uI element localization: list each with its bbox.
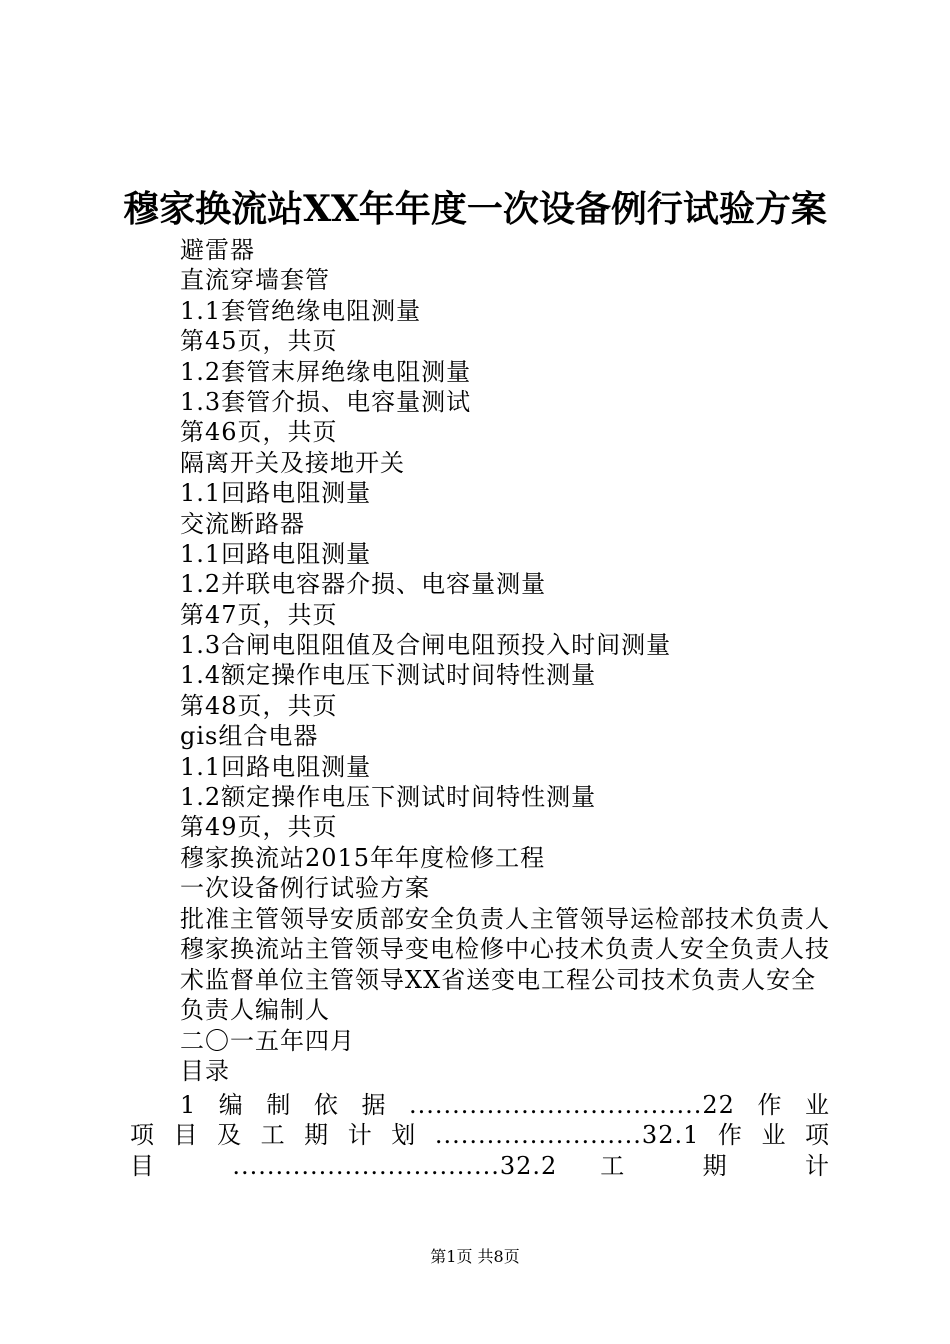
text-line: 穆家换流站2015年年度检修工程 bbox=[180, 843, 546, 872]
text-line: 1.4额定操作电压下测试时间特性测量 bbox=[180, 661, 597, 690]
text-line: 第46页，共页 bbox=[180, 418, 338, 447]
toc-row[interactable]: 1编制依据..................................22作业 bbox=[180, 1091, 830, 1119]
content-lines bbox=[180, 235, 671, 904]
text-line: 一次设备例行试验方案 bbox=[180, 874, 430, 903]
approval-text: 批准主管领导安质部安全负责人主管领导运检部技术负责人穆家换流站主管领导变电检修中心技术负责人安全负责人技术监督单位主管领导XX省送变电工程公司技术负责人安全负责人编制人 bbox=[180, 905, 830, 1025]
text-line: 1.2套管末屏绝缘电阻测量 bbox=[180, 357, 472, 386]
text-line: 1.1回路电阻测量 bbox=[180, 479, 372, 508]
text-line: 1.1套管绝缘电阻测量 bbox=[180, 296, 422, 325]
text-line: 1.3套管介损、电容量测试 bbox=[180, 387, 472, 416]
text-line: 1.1回路电阻测量 bbox=[180, 752, 372, 781]
text-line: 1.2额定操作电压下测试时间特性测量 bbox=[180, 783, 597, 812]
text-line: 1.3合闸电阻阻值及合闸电阻预投入时间测量 bbox=[180, 631, 672, 660]
toc-row[interactable]: 目 ...............................32.2 工 期 计 bbox=[130, 1151, 830, 1180]
text-line: 第45页，共页 bbox=[180, 327, 338, 356]
date-block bbox=[180, 1026, 355, 1087]
document-title: 穆家换流站XX年年度一次设备例行试验方案 bbox=[123, 188, 827, 230]
date-line: 二〇一五年四月 bbox=[180, 1027, 355, 1055]
text-line: 交流断路器 bbox=[180, 509, 305, 538]
text-line: 第47页，共页 bbox=[180, 600, 338, 629]
text-line: 第48页，共页 bbox=[180, 691, 338, 720]
text-line: 直流穿墙套管 bbox=[180, 266, 330, 295]
text-line: 1.1回路电阻测量 bbox=[180, 539, 372, 568]
text-line: 第49页，共页 bbox=[180, 813, 338, 842]
text-line: gis组合电器 bbox=[180, 722, 319, 751]
toc-heading: 目录 bbox=[180, 1057, 230, 1086]
text-line: 隔离开关及接地开关 bbox=[180, 448, 405, 477]
text-line: 1.2并联电容器介损、电容量测量 bbox=[180, 570, 547, 599]
approval-paragraph bbox=[130, 904, 830, 1026]
page-footer: 第1页 共8页 bbox=[430, 1247, 520, 1266]
text-line: 避雷器 bbox=[180, 236, 255, 264]
toc-row[interactable]: 项目及工期计划........................32.1作业项 bbox=[130, 1121, 830, 1150]
table-of-contents bbox=[130, 1090, 830, 1181]
